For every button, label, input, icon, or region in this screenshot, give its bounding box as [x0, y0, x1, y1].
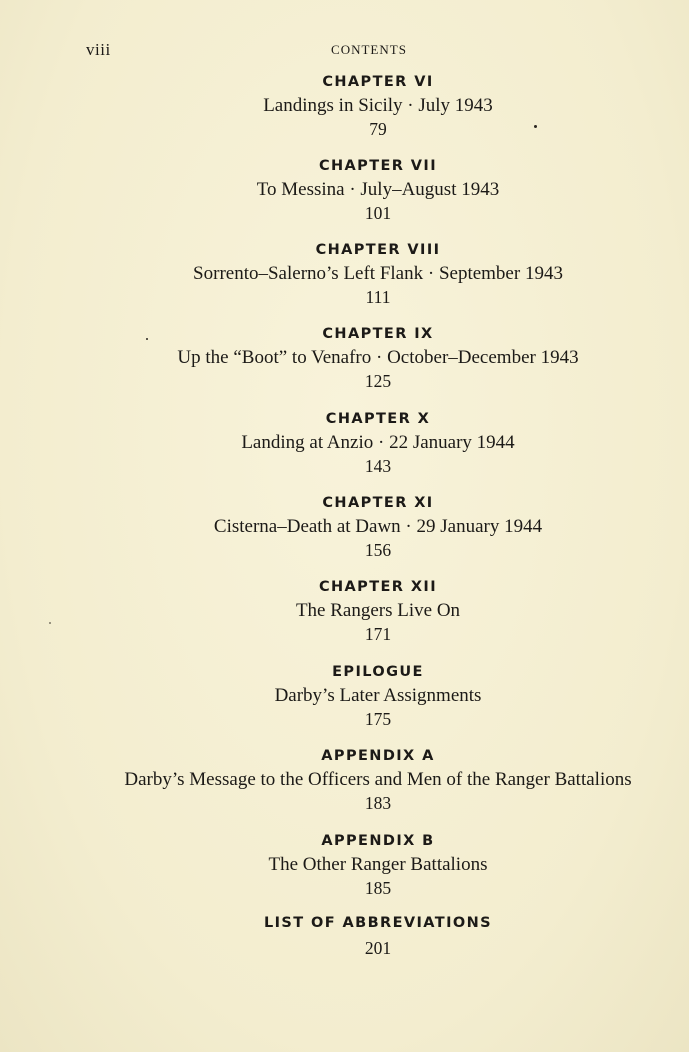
running-head: CONTENTS — [331, 42, 407, 57]
entry-heading: CHAPTER XII — [318, 579, 437, 595]
entry-page-number: 111 — [365, 287, 391, 307]
toc-entry-chapter-12 — [0, 578, 689, 644]
toc-entry-chapter-7 — [0, 157, 689, 223]
toc-entry-appendix-a — [0, 747, 689, 813]
toc-entry-chapter-6 — [0, 73, 689, 139]
entry-page-number: 183 — [364, 793, 392, 813]
entry-page-number: 171 — [364, 624, 392, 644]
toc-entry-chapter-10 — [0, 410, 689, 476]
entry-heading: EPILOGUE — [332, 664, 424, 680]
entry-title: To Messina · July–August 1943 — [256, 179, 500, 200]
entry-page-number: 143 — [364, 456, 392, 476]
entry-page-number: 125 — [364, 371, 392, 391]
toc-entry-epilogue — [0, 663, 689, 729]
entry-title: Darby’s Message to the Officers and Men of the Ranger Battalions — [124, 769, 632, 790]
entry-heading: CHAPTER VII — [318, 158, 438, 174]
entry-heading: LIST OF ABBREVIATIONS — [264, 915, 492, 931]
entry-heading: CHAPTER VIII — [315, 242, 441, 258]
toc-entry-chapter-8 — [0, 241, 689, 307]
page-number: viii — [86, 40, 111, 59]
paper-speck — [49, 622, 51, 624]
entry-heading: APPENDIX A — [321, 748, 435, 764]
entry-title: The Rangers Live On — [295, 600, 461, 621]
entry-page-number: 79 — [369, 119, 387, 139]
entry-title: Up the “Boot” to Venafro · October–December 1943 — [177, 347, 579, 368]
entry-page-number: 201 — [364, 938, 392, 958]
entry-heading: CHAPTER IX — [322, 326, 434, 342]
entry-page-number: 101 — [364, 203, 392, 223]
entry-title: Sorrento–Salerno’s Left Flank · September 1943 — [193, 263, 563, 284]
entry-title: Darby’s Later Assignments — [274, 685, 482, 706]
entry-page-number: 185 — [364, 878, 392, 898]
entry-title: The Other Ranger Battalions — [268, 854, 488, 875]
entry-title: Landings in Sicily · July 1943 — [263, 95, 493, 116]
toc-entry-chapter-11 — [0, 494, 689, 560]
toc-entry-list-of-abbreviations — [0, 914, 689, 958]
toc-entry-chapter-9 — [0, 325, 689, 391]
entry-heading: APPENDIX B — [321, 833, 435, 849]
entry-page-number: 156 — [364, 540, 392, 560]
entry-heading: CHAPTER VI — [322, 74, 434, 90]
paper-speck — [534, 125, 537, 128]
entry-heading: CHAPTER X — [325, 411, 431, 427]
entry-title: Cisterna–Death at Dawn · 29 January 1944 — [213, 516, 543, 537]
entry-title: Landing at Anzio · 22 January 1944 — [241, 432, 515, 453]
entry-heading: CHAPTER XI — [322, 495, 434, 511]
entry-page-number: 175 — [364, 709, 392, 729]
paper-speck — [146, 338, 148, 340]
toc-entry-appendix-b — [0, 832, 689, 898]
